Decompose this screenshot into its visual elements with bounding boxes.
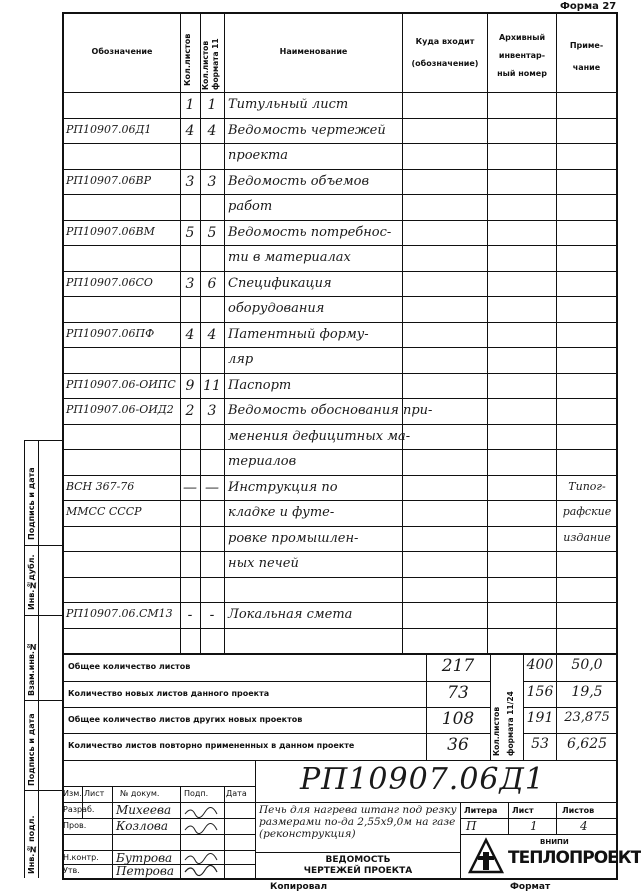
side-strip-line-2 xyxy=(24,615,62,616)
side-strip-line-3 xyxy=(24,700,62,701)
cell-n-listov: 5 xyxy=(185,224,195,241)
stamp-role-utv: Утв. xyxy=(63,866,80,875)
totals-c-4: 6,625 xyxy=(566,736,608,752)
header-arhivny-2: инвентар- xyxy=(498,51,546,60)
totals-c-1: 50,0 xyxy=(571,657,603,673)
cell-n-listov: - xyxy=(187,607,193,623)
totals-bottom-line xyxy=(62,760,618,761)
stamp-vline-2 xyxy=(112,786,113,878)
table-row xyxy=(62,501,618,527)
totals-row-line-1b xyxy=(523,681,618,682)
totals-col-2 xyxy=(490,654,491,760)
cell-code: РП10907.06-ОИПС xyxy=(66,377,176,391)
footer-kopiroval: Копировал xyxy=(270,882,328,892)
stamp-listov-label: Листов xyxy=(562,806,595,815)
form-label: Форма 27 xyxy=(560,1,617,12)
header-kuda-vhodit-sub: (обозначение) xyxy=(411,59,479,68)
table-row xyxy=(62,144,618,170)
stamp-doc-code: РП10907.06Д1 xyxy=(300,762,545,797)
cell-name: Инструкция по xyxy=(228,479,338,495)
signatures-graphic xyxy=(182,804,222,876)
stamp-litera-label: Литера xyxy=(464,806,498,815)
stamp-listov-value: 4 xyxy=(580,819,588,833)
totals-b-3: 191 xyxy=(526,710,554,726)
table-row xyxy=(62,246,618,272)
org-logo-icon xyxy=(468,838,504,874)
cell-name: ти в материалах xyxy=(228,250,351,265)
cell-n-listov: 2 xyxy=(185,403,195,419)
side-label-inv-dubl: Инв.№дубл. xyxy=(27,554,36,610)
cell-name: Ведомость обоснования при- xyxy=(228,403,433,418)
cell-n-listov: 9 xyxy=(185,377,195,394)
totals-row-line-2 xyxy=(62,707,490,708)
stamp-hline-4 xyxy=(62,834,256,835)
side-strip-inner-line xyxy=(38,440,39,878)
header-kol-listov: Кол.листов xyxy=(183,33,192,86)
cell-code: ВСН 367-76 xyxy=(66,479,135,493)
cell-code: РП10907.06-ОИД2 xyxy=(66,403,174,416)
header-oboznachenie: Обозначение xyxy=(91,47,153,56)
totals-label-2: Количество новых листов данного проекта xyxy=(68,689,270,698)
stamp-col-data: Дата xyxy=(226,789,247,798)
stamp-hline-7 xyxy=(460,818,618,819)
totals-label-3: Общее количество листов других новых проектов xyxy=(68,715,303,724)
header-arhivny-3: ный номер xyxy=(497,69,547,78)
table-row xyxy=(62,527,618,553)
cell-n-listov-a11: 3 xyxy=(207,403,217,419)
stamp-col-podp: Подп. xyxy=(184,789,209,798)
table-row xyxy=(62,629,618,655)
totals-a-1: 217 xyxy=(441,656,475,676)
header-primech-2: чание xyxy=(572,63,601,72)
stamp-role-nkontr: Н.контр. xyxy=(63,853,99,862)
cell-n-listov: 3 xyxy=(185,275,195,292)
totals-b-1: 400 xyxy=(526,657,554,673)
stamp-col-list: Лист xyxy=(84,789,105,798)
stamp-vline-6 xyxy=(508,802,509,834)
org-name: ТЕПЛОПРОЕКТ xyxy=(508,848,641,868)
totals-a-2: 73 xyxy=(447,683,469,703)
table-row xyxy=(62,170,618,196)
table-row xyxy=(62,476,618,502)
side-strip-line-1 xyxy=(24,545,62,546)
totals-label-4: Количество листов повторно примененных в данном проекте xyxy=(68,741,355,750)
cell-name: Титульный лист xyxy=(228,97,349,112)
stamp-name-utv: Петрова xyxy=(116,864,174,878)
table-row xyxy=(62,450,618,476)
totals-top-line xyxy=(62,654,618,655)
stamp-list-label: Лист xyxy=(512,806,534,815)
footer-format: Формат xyxy=(510,882,551,892)
cell-name: Спецификация xyxy=(228,275,332,291)
stamp-col-doc: № докум. xyxy=(120,789,160,798)
side-label-podpis-1: Подпись и дата xyxy=(27,467,36,540)
totals-c-2: 19,5 xyxy=(571,684,603,700)
cell-note: рафские xyxy=(562,505,612,518)
cell-note: Типог- xyxy=(568,479,606,493)
cell-name: кладке и футе- xyxy=(228,505,335,520)
table-row xyxy=(62,348,618,374)
side-label-podpis-2: Подпись и дата xyxy=(27,713,36,786)
cell-name: ляр xyxy=(228,352,254,367)
cell-name: проекта xyxy=(228,148,289,163)
side-strip-outer-line xyxy=(24,440,25,878)
cell-code: РП10907.06.СМ13 xyxy=(66,607,173,620)
cell-code: РП10907.06СО xyxy=(66,275,153,289)
table-row xyxy=(62,272,618,298)
header-kuda-vhodit: Куда входит xyxy=(415,37,475,46)
totals-b-4: 53 xyxy=(531,736,549,752)
cell-n-listov: 4 xyxy=(185,326,195,343)
cell-code: РП10907.06ВМ xyxy=(66,224,155,238)
table-row xyxy=(62,552,618,578)
stamp-vline-7 xyxy=(556,802,557,834)
table-row xyxy=(62,603,618,629)
cell-n-listov-a11: 4 xyxy=(207,122,217,139)
stamp-name-prov: Козлова xyxy=(116,819,169,833)
stamp-name-nkontr: Бутрова xyxy=(116,851,173,865)
stamp-list-value: 1 xyxy=(530,819,538,833)
cell-name: менения дефицитных ма- xyxy=(228,428,411,444)
cell-n-listov-a11: - xyxy=(209,607,215,623)
table-row xyxy=(62,297,618,323)
cell-n-listov: 4 xyxy=(185,122,195,139)
header-arhivny-1: Архивный xyxy=(498,33,546,42)
stamp-litera-value: П xyxy=(466,819,477,833)
cell-n-listov: 1 xyxy=(185,97,195,113)
table-row xyxy=(62,425,618,451)
table-row xyxy=(62,578,618,604)
cell-n-listov-a11: 3 xyxy=(207,173,217,190)
totals-a-4: 36 xyxy=(447,735,469,755)
stamp-vline-3 xyxy=(180,786,181,878)
totals-row-line-2b xyxy=(523,707,618,708)
org-small-label: ВНИПИ xyxy=(540,838,569,846)
totals-a-3: 108 xyxy=(441,709,475,729)
side-label-inv-podl: Инв.№ подл. xyxy=(27,815,36,874)
stamp-vline-4 xyxy=(224,786,225,878)
cell-name: оборудования xyxy=(228,301,325,316)
cell-n-listov: 3 xyxy=(185,173,195,190)
cell-n-listov-a11: 4 xyxy=(207,326,217,343)
cell-name: Паспорт xyxy=(228,377,292,393)
header-primech-1: Приме- xyxy=(569,41,604,50)
cell-code: ММСС СССР xyxy=(66,505,142,518)
table-row xyxy=(62,399,618,425)
stamp-hline-9 xyxy=(256,852,460,853)
header-naimenovanie: Наименование xyxy=(279,47,348,56)
cell-n-listov: — xyxy=(183,479,197,496)
table-row xyxy=(62,221,618,247)
totals-row-line-3 xyxy=(62,733,490,734)
cell-name: ровке промышлен- xyxy=(228,530,359,546)
cell-name: териалов xyxy=(228,454,297,469)
totals-c-3: 23,875 xyxy=(564,710,610,725)
totals-format-label: формата 11/24 xyxy=(506,691,515,756)
cell-code: РП10907.06ПФ xyxy=(66,326,155,340)
cell-code: РП10907.06ВР xyxy=(66,173,151,187)
cell-code: РП10907.06Д1 xyxy=(66,122,152,136)
cell-name: Ведомость потребнос- xyxy=(228,224,392,240)
table-row xyxy=(62,93,618,119)
stamp-hline-8 xyxy=(460,834,618,835)
totals-row-line-1 xyxy=(62,681,490,682)
frame-bottom xyxy=(62,878,618,880)
stamp-description: Печь для нагрева штанг под резку размерами по-да 2,55x9,0м на газе (реконструкция) xyxy=(259,804,457,840)
side-strip-line-4 xyxy=(24,790,62,791)
header-kol-listov-a11: Кол.листов формата 11 xyxy=(201,38,220,90)
cell-n-listov-a11: 6 xyxy=(207,275,217,292)
cell-name: Патентный форму- xyxy=(228,326,369,342)
side-label-vzam-inv: Взам.инв.№ xyxy=(27,642,36,696)
cell-name: Ведомость объемов xyxy=(228,173,370,189)
table-row xyxy=(62,374,618,400)
cell-n-listov-a11: 1 xyxy=(207,97,217,113)
cell-name: Локальная смета xyxy=(228,607,353,622)
stamp-title-1: ВЕДОМОСТЬ xyxy=(325,855,391,865)
table-row xyxy=(62,195,618,221)
table-row xyxy=(62,119,618,145)
cell-n-listov-a11: — xyxy=(205,479,219,496)
stamp-hline-1 xyxy=(62,786,256,787)
cell-name: ных печей xyxy=(228,556,299,571)
table-row xyxy=(62,323,618,349)
cell-name: Ведомость чертежей xyxy=(228,122,386,138)
frame-top xyxy=(62,12,618,14)
cell-note: издание xyxy=(563,530,611,544)
cell-name: работ xyxy=(228,199,273,214)
totals-row-line-3b xyxy=(523,733,618,734)
stamp-role-razrab: Разраб. xyxy=(63,805,95,814)
stamp-col-izm: Изм. xyxy=(63,789,82,798)
stamp-role-prov: Пров. xyxy=(63,821,87,830)
cell-n-listov-a11: 11 xyxy=(203,377,221,394)
stamp-title-2: ЧЕРТЕЖЕЙ ПРОЕКТА xyxy=(303,866,413,876)
totals-listov-label: Кол.листов xyxy=(492,706,501,756)
side-strip-top-line xyxy=(24,440,62,441)
stamp-vline-5 xyxy=(460,802,461,878)
totals-label-1: Общее количество листов xyxy=(68,662,191,671)
totals-b-2: 156 xyxy=(526,684,554,700)
cell-n-listov-a11: 5 xyxy=(207,224,217,241)
stamp-name-razrab: Михеева xyxy=(116,803,172,817)
